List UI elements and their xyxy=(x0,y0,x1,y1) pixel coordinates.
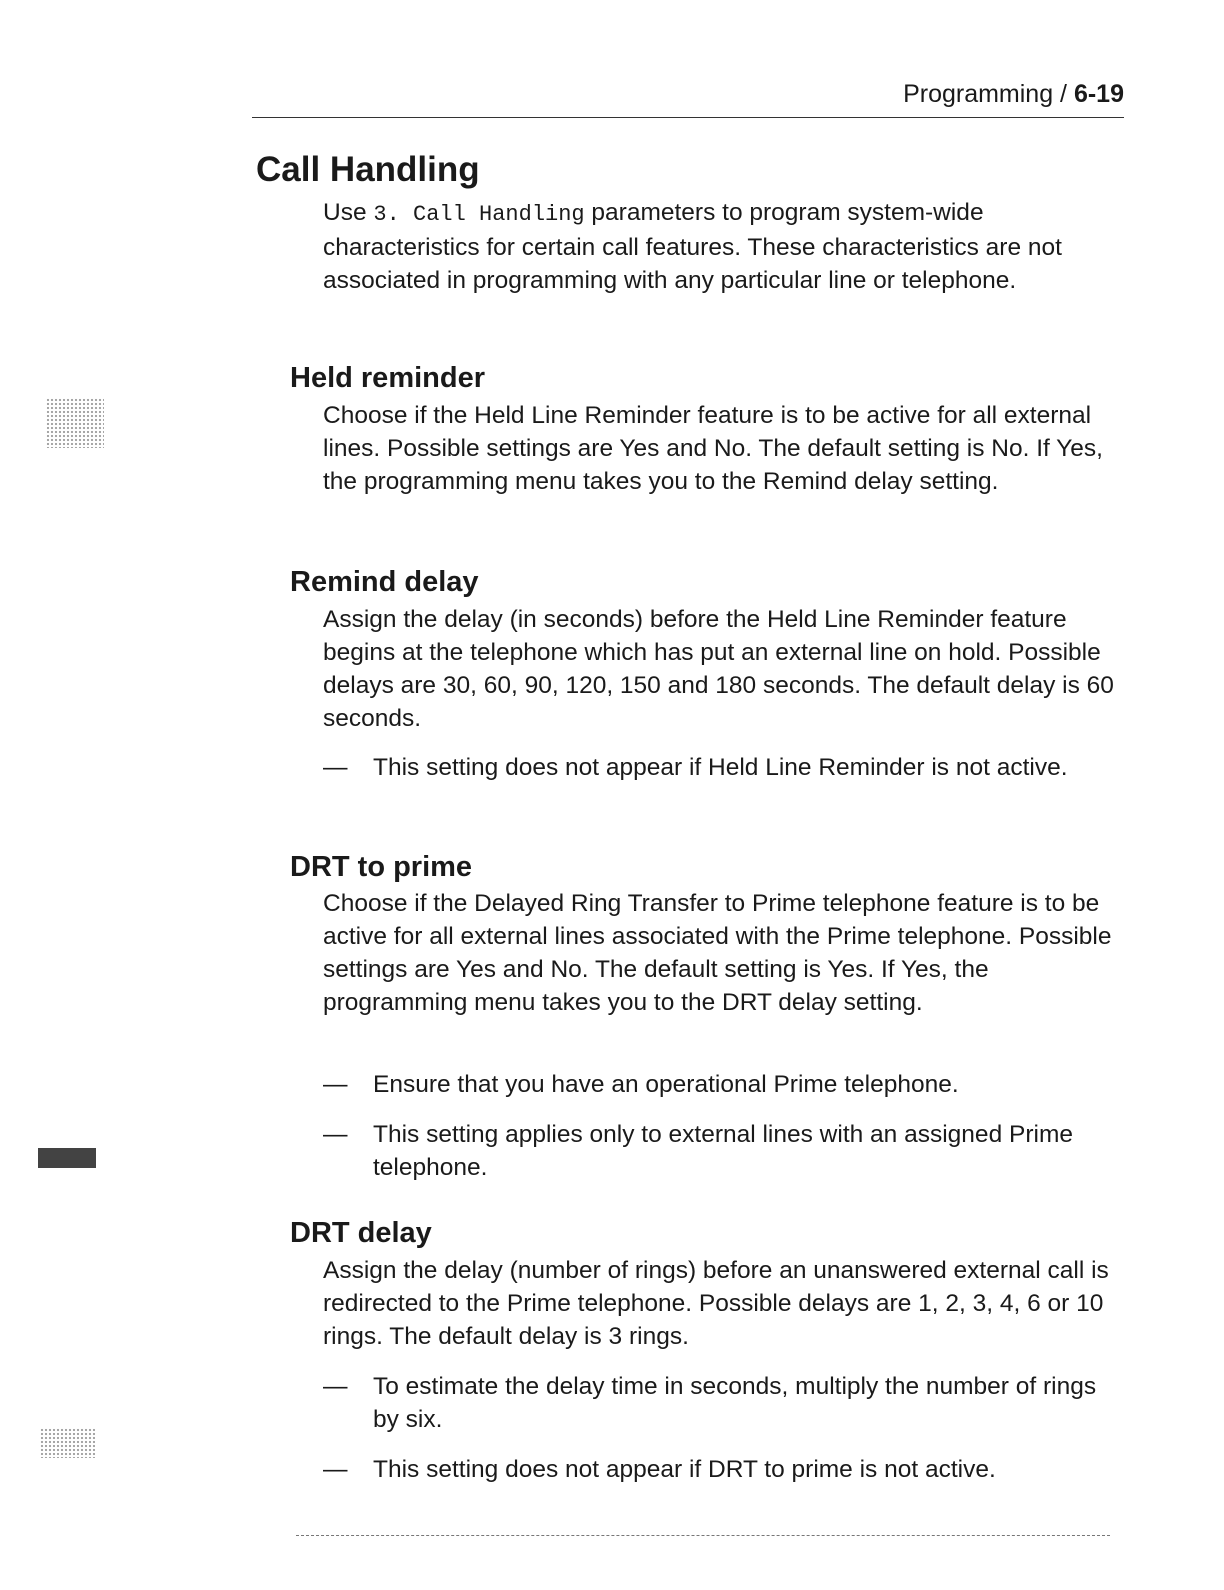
note-text: Ensure that you have an operational Prime telephone. xyxy=(373,1071,959,1098)
remind-delay-title: Remind delay xyxy=(290,566,479,598)
intro-paragraph xyxy=(323,196,1123,297)
held-reminder-title: Held reminder xyxy=(290,362,485,394)
remind-delay-note xyxy=(323,751,1113,784)
note-text: This setting applies only to external lines with an assigned Prime telephone. xyxy=(373,1121,1073,1181)
note-text: To estimate the delay time in seconds, multiply the number of rings by six. xyxy=(373,1373,1097,1433)
page-header xyxy=(252,80,1124,118)
scan-speckle xyxy=(46,398,104,448)
bottom-rule xyxy=(296,1535,1110,1536)
dash-glyph: — xyxy=(323,1071,348,1098)
scan-blot xyxy=(38,1148,96,1168)
drt-to-prime-body: Choose if the Delayed Ring Transfer to Prime telephone feature is to be active for all external lines associated with the Prime telephone. Possible settings are Yes and No. The default setting is Yes. If Yes, the programming menu takes you to the DRT delay setting. xyxy=(323,890,1112,1016)
page-number: 6-19 xyxy=(1073,80,1124,108)
intro-code: 3. Call Handling xyxy=(373,202,585,227)
held-reminder-body: Choose if the Held Line Reminder feature is to be active for all external lines. Possible settings are Yes and No. The default setting is No. If Yes, the programming menu takes you to the Remind delay setting. xyxy=(323,402,1103,495)
drt-delay-note-1 xyxy=(323,1370,1113,1436)
dash-glyph: — xyxy=(323,754,348,781)
drt-delay-note-2 xyxy=(323,1453,1113,1486)
note-text: This setting does not appear if Held Line Reminder is not active. xyxy=(373,754,1068,781)
drt-delay-body: Assign the delay (number of rings) before an unanswered external call is redirected to the Prime telephone. Possible delays are 1, 2, 3, 4, 6 or 10 rings. The default delay is 3 rings. xyxy=(323,1257,1109,1350)
dash-glyph: — xyxy=(323,1121,348,1148)
intro-pre: Use xyxy=(323,199,374,226)
scan-speckle xyxy=(40,1428,95,1458)
remind-delay-body: Assign the delay (in seconds) before the Held Line Reminder feature begins at the telephone which has put an external line on hold. Possible delays are 30, 60, 90, 120, 150 and 180 seconds. The default delay is 60 seconds. xyxy=(323,606,1114,732)
dash-glyph: — xyxy=(323,1456,348,1483)
header-section-label: Programming / xyxy=(903,80,1074,108)
note-text: This setting does not appear if DRT to prime is not active. xyxy=(373,1456,996,1483)
section-title: Call Handling xyxy=(256,150,480,189)
dash-glyph: — xyxy=(323,1373,348,1400)
drt-delay-title: DRT delay xyxy=(290,1217,432,1249)
intro-post: parameters to program system-wide characteristics for certain call features. These characteristics are not associated in programming with any particular line or telephone. xyxy=(323,199,1062,294)
drt-to-prime-note-1 xyxy=(323,1068,1113,1101)
drt-to-prime-title: DRT to prime xyxy=(290,851,473,883)
drt-to-prime-note-2 xyxy=(323,1118,1113,1184)
